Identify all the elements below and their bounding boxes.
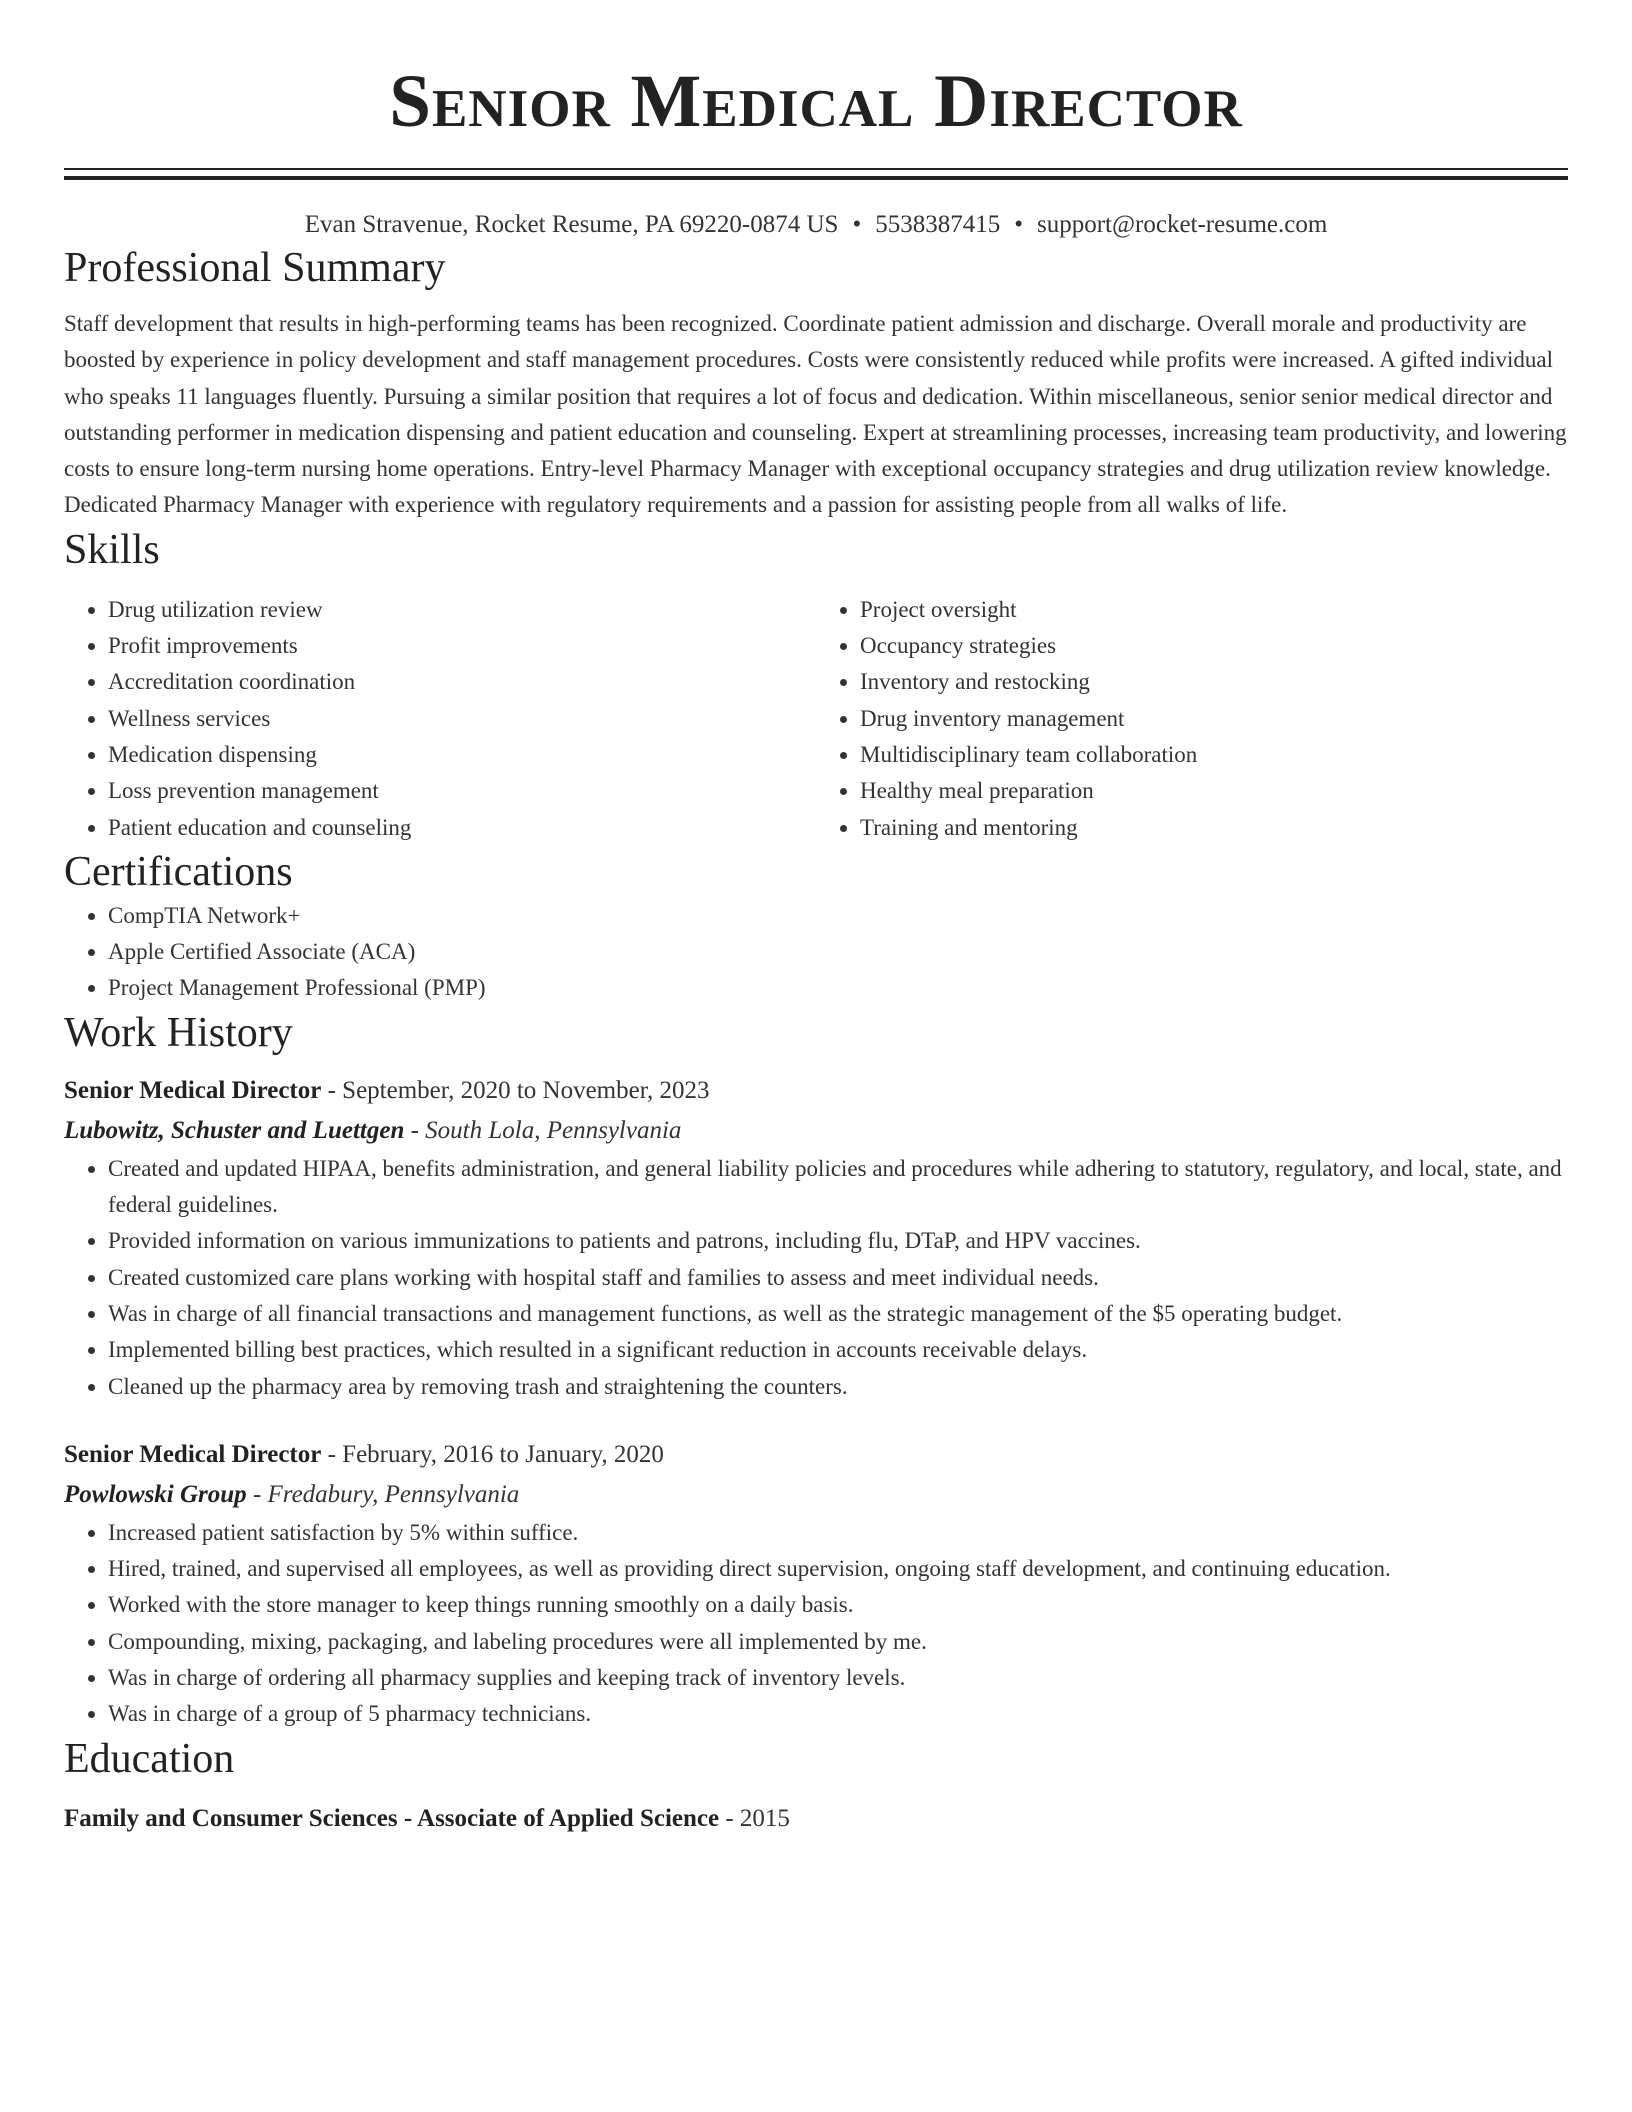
job-bullet: • Hired, trained, and supervised all employees, as well as providing direct supervision, ongoing staff development, and continuing education. bbox=[108, 1551, 1568, 1587]
certification-item: • CompTIA Network+ bbox=[108, 898, 1568, 934]
skill-item: • Drug inventory management bbox=[860, 701, 1568, 737]
job-dates: - September, 2020 to November, 2023 bbox=[321, 1076, 710, 1104]
job-entry bbox=[64, 1071, 1568, 1405]
skills-list-left bbox=[64, 592, 816, 846]
title-divider-thin bbox=[64, 168, 1568, 170]
job-entry bbox=[64, 1435, 1568, 1733]
summary-text: Staff development that results in high-performing teams has been recognized. Coordinate patient admission and discharge. Overall morale and productivity are boosted by experience in policy development and staff management procedures. Costs were consistently reduced while profits were increased. A gifted individual who speaks 11 languages fluently. Pursuing a similar position that requires a lot of focus and dedication. Within miscellaneous, senior senior medical director and outstanding performer in medication dispensing and patient education and counseling. Expert at streamlining processes, increasing team productivity, and lowering costs to ensure long-term nursing home operations. Entry-level Pharmacy Manager with exceptional occupancy strategies and drug utilization review knowledge. Dedicated Pharmacy Manager with experience with regulatory requirements and a passion for assisting people from all walks of life. bbox=[64, 311, 1567, 518]
job-bullet: • Increased patient satisfaction by 5% within suffice. bbox=[108, 1515, 1568, 1551]
summary-heading: Professional Summary bbox=[64, 245, 446, 291]
job-bullet: • Worked with the store manager to keep things running smoothly on a daily basis. bbox=[108, 1587, 1568, 1623]
education-heading: Education bbox=[64, 1735, 235, 1782]
skill-item: • Occupancy strategies bbox=[860, 628, 1568, 664]
education-year: - 2015 bbox=[719, 1804, 790, 1832]
job-dates: - February, 2016 to January, 2020 bbox=[321, 1440, 664, 1468]
skills-heading: Skills bbox=[64, 526, 160, 573]
job-bullet: • Was in charge of a group of 5 pharmacy technicians. bbox=[108, 1696, 1568, 1732]
skill-item: • Drug utilization review bbox=[108, 592, 816, 628]
job-bullet: • Cleaned up the pharmacy area by removing trash and straightening the counters. bbox=[108, 1369, 1568, 1405]
skill-item: • Wellness services bbox=[108, 701, 816, 737]
skill-item: • Patient education and counseling bbox=[108, 810, 816, 846]
resume-title: Senior Medical Director bbox=[389, 60, 1243, 143]
contact-phone: 5538387415 bbox=[875, 211, 1001, 238]
certifications-heading: Certifications bbox=[64, 848, 293, 895]
contact-separator: • bbox=[852, 211, 862, 238]
job-bullet: • Provided information on various immunizations to patients and patrons, including flu, DTaP, and HPV vaccines. bbox=[108, 1223, 1568, 1259]
contact-line bbox=[64, 208, 1568, 242]
contact-address: Evan Stravenue, Rocket Resume, PA 69220-0874 US bbox=[304, 211, 839, 238]
resume-page bbox=[64, 0, 1568, 1839]
contact-email: support@rocket-resume.com bbox=[1037, 211, 1328, 238]
job-title-line bbox=[64, 1071, 1568, 1111]
work-history-heading: Work History bbox=[64, 1009, 293, 1056]
job-title: Senior Medical Director bbox=[64, 1440, 322, 1468]
skills-list-right bbox=[816, 592, 1568, 846]
education-entry bbox=[64, 1799, 1568, 1839]
company-line bbox=[64, 1475, 1568, 1515]
skill-item: • Training and mentoring bbox=[860, 810, 1568, 846]
job-bullet: • Was in charge of all financial transactions and management functions, as well as the strategic management of the $5 operating budget. bbox=[108, 1296, 1568, 1332]
company-name: Powlowski Group bbox=[64, 1480, 247, 1508]
certification-item: • Project Management Professional (PMP) bbox=[108, 970, 1568, 1006]
skill-item: • Multidisciplinary team collaboration bbox=[860, 737, 1568, 773]
company-location: - Fredabury, Pennsylvania bbox=[246, 1480, 520, 1508]
title-divider-thick bbox=[64, 176, 1568, 180]
skill-item: • Loss prevention management bbox=[108, 773, 816, 809]
skill-item: • Profit improvements bbox=[108, 628, 816, 664]
skill-item: • Inventory and restocking bbox=[860, 664, 1568, 700]
skills-grid bbox=[64, 592, 1568, 846]
job-bullet: • Implemented billing best practices, which resulted in a significant reduction in accounts receivable delays. bbox=[108, 1332, 1568, 1368]
job-bullet: • Was in charge of ordering all pharmacy supplies and keeping track of inventory levels. bbox=[108, 1660, 1568, 1696]
job-bullet: • Created and updated HIPAA, benefits administration, and general liability policies and procedures while adhering to statutory, regulatory, and local, state, and federal guidelines. bbox=[108, 1151, 1568, 1224]
job-title: Senior Medical Director bbox=[64, 1076, 322, 1104]
job-bullets bbox=[64, 1151, 1568, 1405]
company-location: - South Lola, Pennsylvania bbox=[404, 1116, 682, 1144]
job-bullet: • Compounding, mixing, packaging, and labeling procedures were all implemented by me. bbox=[108, 1624, 1568, 1660]
company-name: Lubowitz, Schuster and Luettgen bbox=[64, 1116, 405, 1144]
skill-item: • Healthy meal preparation bbox=[860, 773, 1568, 809]
certifications-list bbox=[64, 898, 1568, 1007]
job-title-line bbox=[64, 1435, 1568, 1475]
certification-item: • Apple Certified Associate (ACA) bbox=[108, 934, 1568, 970]
company-line bbox=[64, 1111, 1568, 1151]
skill-item: • Accreditation coordination bbox=[108, 664, 816, 700]
contact-separator: • bbox=[1014, 211, 1023, 238]
job-bullets bbox=[64, 1515, 1568, 1733]
job-bullet: • Created customized care plans working with hospital staff and families to assess and meet individual needs. bbox=[108, 1260, 1568, 1296]
skill-item: • Medication dispensing bbox=[108, 737, 816, 773]
skill-item: • Project oversight bbox=[860, 592, 1568, 628]
education-degree: Family and Consumer Sciences - Associate of Applied Science bbox=[64, 1804, 720, 1832]
